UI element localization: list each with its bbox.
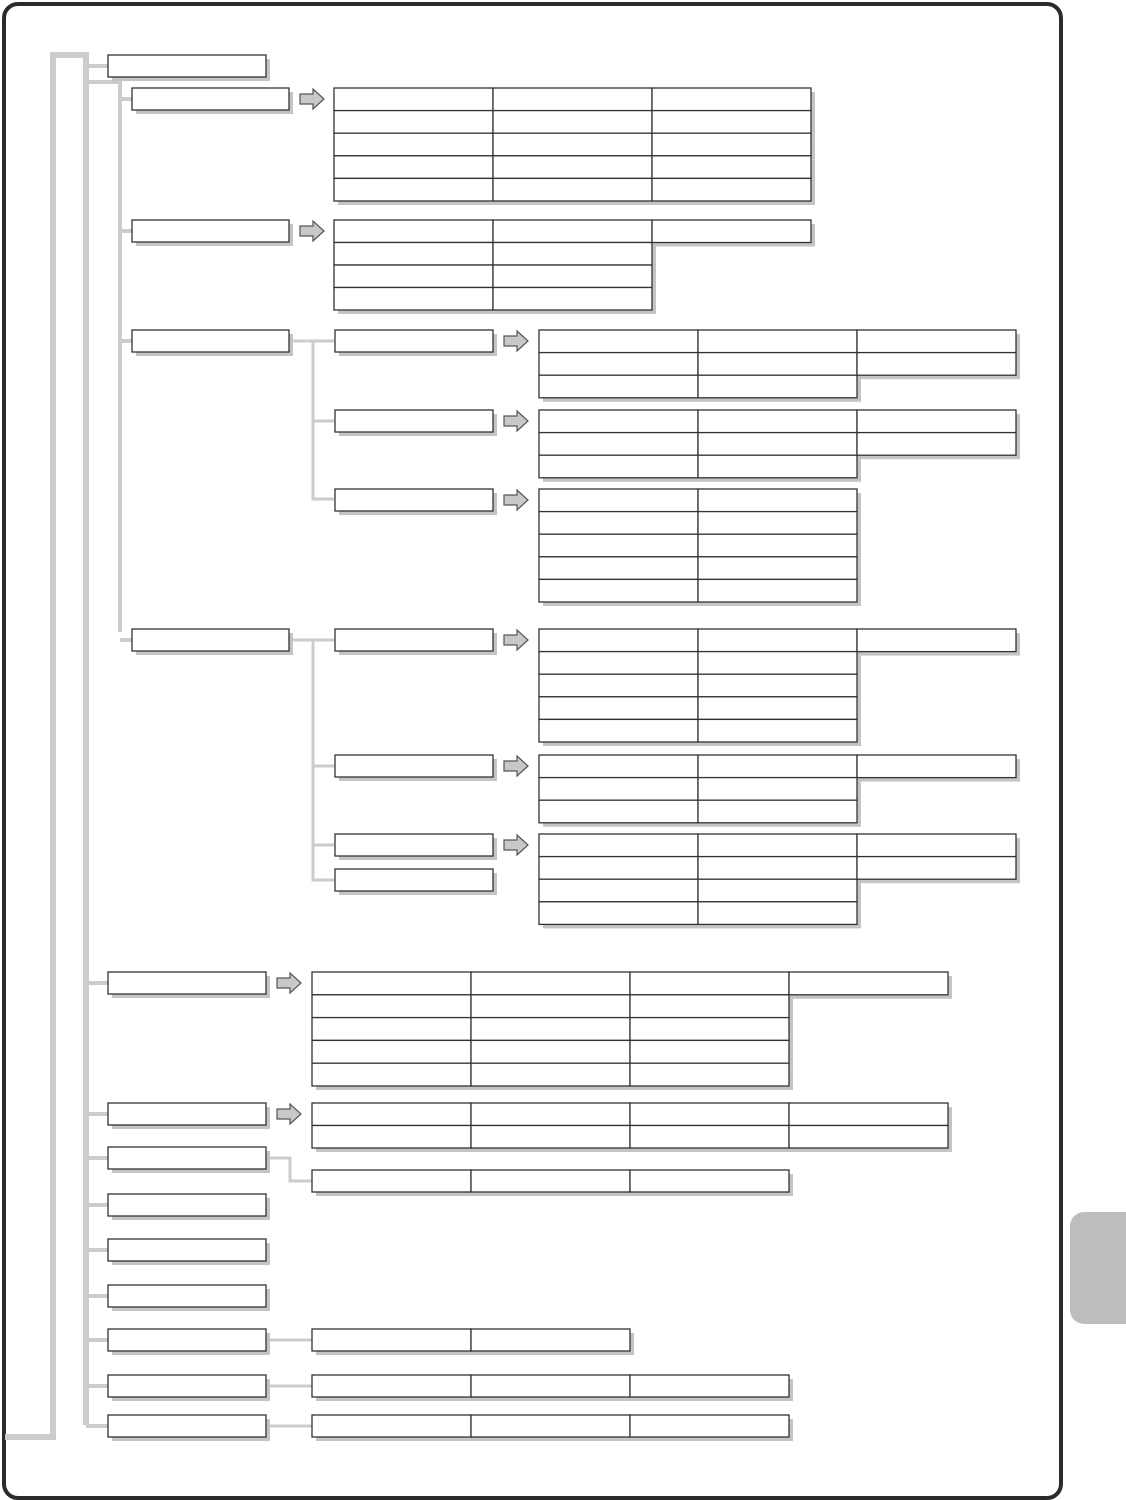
option-grid-2-cell[interactable] [652,220,811,243]
option-grid-2-cell[interactable] [334,220,493,243]
arrow-right-icon [504,490,528,510]
menu-level1-item-3[interactable] [108,1103,266,1125]
option-grid-1-cell[interactable] [493,133,652,156]
option-grid-3c-cell[interactable] [539,557,698,580]
option-grid-3a-cell[interactable] [539,330,698,353]
option-grid-4a-cell[interactable] [539,652,698,675]
option-grid-5-cell[interactable] [630,1040,789,1063]
menu-level3-item[interactable] [335,489,493,511]
option-grid-2 [334,220,811,310]
option-grid-6-cell[interactable] [789,1103,948,1126]
option-grid-5-cell[interactable] [630,995,789,1018]
option-grid-4c-cell[interactable] [857,834,1016,857]
option-grid-3c-cell[interactable] [539,579,698,602]
menu-level1-item-9[interactable] [108,1375,266,1397]
arrow-right-icon [504,835,528,855]
option-grid-3b-cell[interactable] [857,433,1016,456]
option-grid-1-cell[interactable] [652,133,811,156]
option-grid-3b-cell[interactable] [698,433,857,456]
option-grid-3a-cell[interactable] [857,353,1016,376]
option-grid-4a-cell[interactable] [539,674,698,697]
menu-level1-item-4[interactable] [108,1147,266,1169]
option-grid-1-cell[interactable] [334,88,493,111]
option-grid-5-cell[interactable] [471,995,630,1018]
option-grid-6-cell[interactable] [789,1126,948,1149]
option-row-1 [312,1170,789,1192]
menu-root-box[interactable] [108,55,266,77]
arrow-right-icon [504,756,528,776]
option-grid-5-cell[interactable] [789,972,948,995]
option-grid-1-cell[interactable] [493,88,652,111]
option-grid-3c-cell[interactable] [698,579,857,602]
option-row-4-cell[interactable] [471,1415,630,1437]
option-grid-3a-cell[interactable] [539,375,698,398]
option-grid-3a-cell[interactable] [539,353,698,376]
menu-level3-item[interactable] [335,834,493,856]
option-grid-4a-cell[interactable] [698,697,857,720]
option-grid-1-cell[interactable] [334,156,493,179]
option-grid-3c-cell[interactable] [539,534,698,557]
option-grid-5-cell[interactable] [471,1063,630,1086]
option-grid-5-cell[interactable] [471,1018,630,1041]
option-grid-4b-cell[interactable] [539,800,698,823]
option-grid-4b [539,755,1016,823]
option-grid-1-cell[interactable] [334,111,493,134]
menu-level2-item-4[interactable] [132,629,289,651]
arrow-right-icon [504,411,528,431]
option-grid-2-cell[interactable] [334,243,493,266]
option-grid-3b-cell[interactable] [698,410,857,433]
option-row-1-cell[interactable] [630,1170,789,1192]
option-grid-4c-cell[interactable] [539,834,698,857]
option-grid-3a-cell[interactable] [698,375,857,398]
menu-level3-item[interactable] [335,869,493,891]
option-grid-4c-cell[interactable] [698,902,857,925]
menu-level1-item-2[interactable] [108,972,266,994]
option-grid-3c-cell[interactable] [539,512,698,535]
option-grid-4a [539,629,1016,742]
menu-level2-item-3[interactable] [132,330,289,352]
option-grid-3b [539,410,1016,478]
option-grid-6 [312,1103,948,1148]
option-grid-3c-cell[interactable] [539,489,698,512]
menu-level3-item[interactable] [335,629,493,651]
option-grid-3c-cell[interactable] [698,489,857,512]
option-grid-3b-cell[interactable] [539,433,698,456]
option-row-3-cell[interactable] [312,1375,471,1397]
option-grid-2-cell[interactable] [334,288,493,311]
option-grid-1-cell[interactable] [334,133,493,156]
settings-trunk-line [86,82,120,632]
option-grid-3b-cell[interactable] [539,410,698,433]
menu-level1-item-7[interactable] [108,1285,266,1307]
option-grid-4c-cell[interactable] [698,857,857,880]
option-grid-1-cell[interactable] [652,156,811,179]
option-grid-4c-cell[interactable] [698,879,857,902]
option-grid-4a-cell[interactable] [698,719,857,742]
option-grid-4a-cell[interactable] [857,629,1016,652]
option-grid-1-cell[interactable] [493,156,652,179]
option-grid-4c-cell[interactable] [698,834,857,857]
option-grid-1-cell[interactable] [652,178,811,201]
option-grid-4b-cell[interactable] [539,778,698,801]
menu-level3-item[interactable] [335,330,493,352]
menu-level1-item-10[interactable] [108,1415,266,1437]
menu-level3-item[interactable] [335,410,493,432]
option-grid-1-cell[interactable] [334,178,493,201]
menu-level2-item-2[interactable] [132,220,289,242]
option-grid-6-cell[interactable] [312,1103,471,1126]
option-grid-2-cell[interactable] [334,265,493,288]
option-grid-2-cell[interactable] [493,288,652,311]
option-grid-4c-cell[interactable] [539,902,698,925]
option-row-3-cell[interactable] [630,1375,789,1397]
arrow-right-icon [504,630,528,650]
connector-lines [5,55,334,1437]
option-row-3-cell[interactable] [471,1375,630,1397]
option-grid-5 [312,972,948,1086]
option-row-4-cell[interactable] [630,1415,789,1437]
option-grid-5-cell[interactable] [312,1018,471,1041]
arrow-right-icon [300,89,324,109]
option-grid-1-cell[interactable] [493,178,652,201]
option-grid-5-cell[interactable] [630,1018,789,1041]
root-trunk-line [5,55,86,1437]
option-grid-5-cell[interactable] [312,1063,471,1086]
option-grid-6-cell[interactable] [471,1126,630,1149]
arrow-right-icon [277,1104,301,1124]
option-grid-4c-cell[interactable] [539,879,698,902]
option-row-4-cell[interactable] [312,1415,471,1437]
option-grid-5-cell[interactable] [312,995,471,1018]
option-grid-4b-cell[interactable] [698,800,857,823]
menu-level1-item-6[interactable] [108,1239,266,1261]
option-grid-3a-cell[interactable] [698,353,857,376]
option-grid-5-cell[interactable] [471,1040,630,1063]
option-grid-3c [539,489,857,602]
option-grid-3c-cell[interactable] [698,534,857,557]
option-row-1-cell[interactable] [471,1170,630,1192]
option-grid-3c-cell[interactable] [698,512,857,535]
menu-level1-item-5[interactable] [108,1194,266,1216]
option-grid-5-cell[interactable] [630,1063,789,1086]
option-grid-3a [539,330,1016,398]
option-grid-4a-cell[interactable] [698,652,857,675]
option-grid-4b-cell[interactable] [539,755,698,778]
option-row-2-cell[interactable] [471,1329,630,1351]
arrow-right-icon [300,221,324,241]
option-grid-5-cell[interactable] [312,1040,471,1063]
option-row-connector-line [267,1158,312,1181]
option-grid-1 [334,88,811,201]
option-grid-3a-cell[interactable] [698,330,857,353]
option-row-1-cell[interactable] [312,1170,471,1192]
arrow-right-icon [277,973,301,993]
option-grid-4c [539,834,1016,924]
option-grid-2-cell[interactable] [493,243,652,266]
option-grid-1-cell[interactable] [652,88,811,111]
option-grid-5-cell[interactable] [471,972,630,995]
option-grid-2-cell[interactable] [493,265,652,288]
option-grid-3b-cell[interactable] [698,455,857,478]
option-grid-5-cell[interactable] [630,972,789,995]
option-row-4 [312,1415,789,1437]
option-row-3 [312,1375,789,1397]
option-grid-3a-cell[interactable] [857,330,1016,353]
option-grid-4c-cell[interactable] [539,857,698,880]
option-grid-4a-cell[interactable] [539,719,698,742]
option-grid-5-cell[interactable] [312,972,471,995]
option-grid-3b-cell[interactable] [857,410,1016,433]
menu-level1-item-8[interactable] [108,1329,266,1351]
option-grid-4a-cell[interactable] [698,629,857,652]
option-grid-6-cell[interactable] [630,1103,789,1126]
option-grid-4c-cell[interactable] [857,857,1016,880]
option-grid-1-cell[interactable] [493,111,652,134]
option-grid-1-cell[interactable] [652,111,811,134]
option-grid-4b-cell[interactable] [698,755,857,778]
option-grid-3b-cell[interactable] [539,455,698,478]
option-grid-4b-cell[interactable] [698,778,857,801]
option-grid-4a-cell[interactable] [539,697,698,720]
option-row-2 [312,1329,630,1351]
menu-level2-item-1[interactable] [132,88,289,110]
option-grid-6-cell[interactable] [471,1103,630,1126]
option-grid-3c-cell[interactable] [698,557,857,580]
option-grid-4b-cell[interactable] [857,755,1016,778]
option-grid-4a-cell[interactable] [698,674,857,697]
option-row-2-cell[interactable] [312,1329,471,1351]
option-grid-6-cell[interactable] [312,1126,471,1149]
option-grid-4a-cell[interactable] [539,629,698,652]
arrow-right-icon [504,331,528,351]
option-grid-6-cell[interactable] [630,1126,789,1149]
menu-level3-item[interactable] [335,755,493,777]
option-grid-2-cell[interactable] [493,220,652,243]
